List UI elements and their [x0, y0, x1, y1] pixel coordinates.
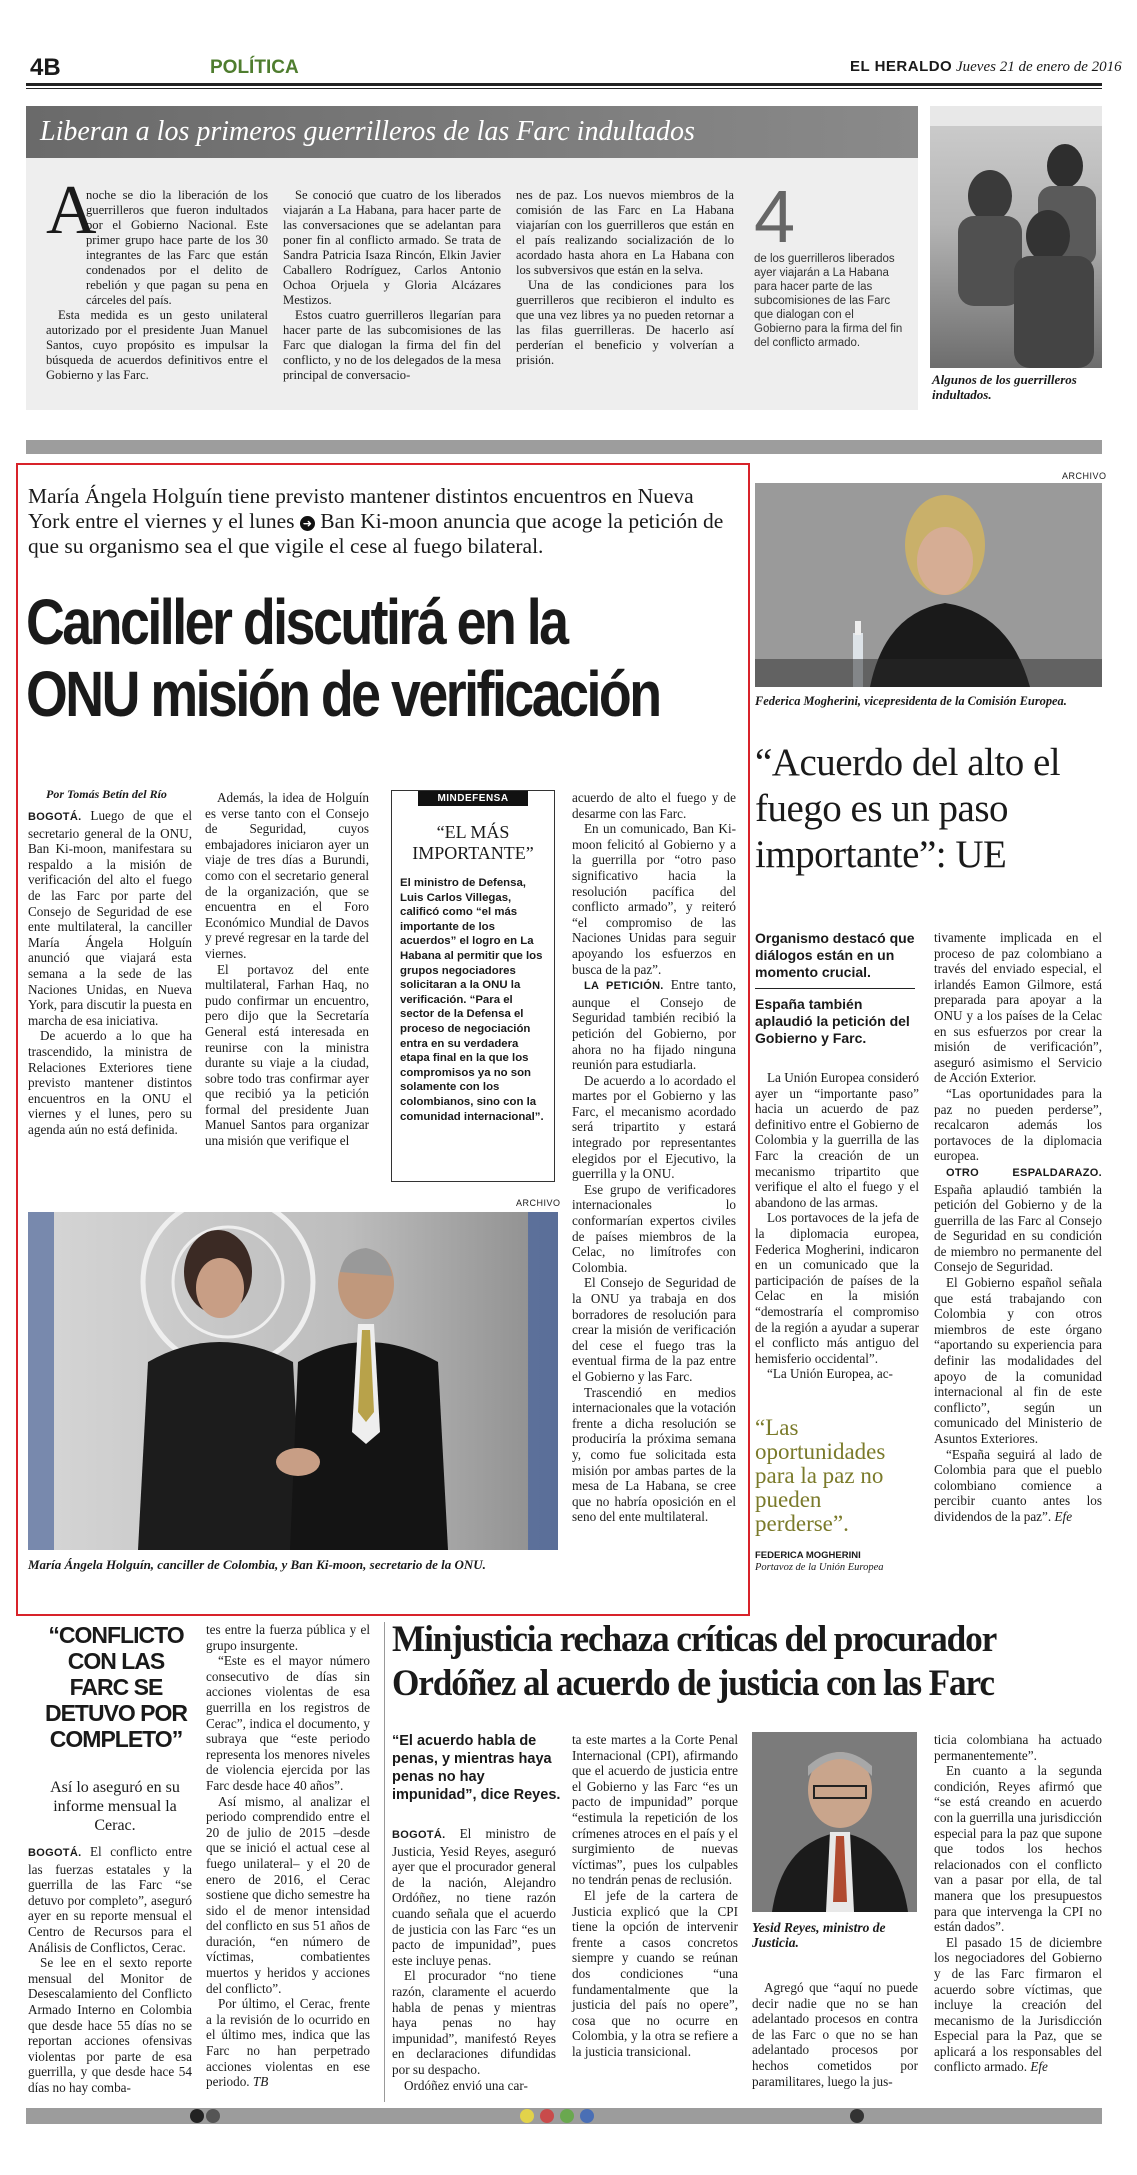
- masthead: [850, 58, 1122, 76]
- story2-dateline: BOGOTÁ.: [28, 811, 82, 823]
- story2-col1-p1: [28, 808, 192, 1028]
- registration-dot-blue: [580, 2109, 594, 2123]
- story2-headline: [26, 586, 660, 730]
- story5-col1-p1: [392, 1826, 556, 1968]
- story3-col1-p1: La Unión Europea consideró ayer un “importante paso” hacia un acuerdo de paz definitivo entre el Gobierno de Colombia y la guerrilla de las Farc la creación de un mecanismo tripartito que verifique el alto el fuego y el abandono de las armas.: [755, 1070, 919, 1210]
- registration-dot-red: [540, 2109, 554, 2123]
- holguin-banki-moon-photo-illustration: [28, 1212, 558, 1550]
- mindefensa-sidebar: [391, 790, 555, 1182]
- story5-col4: [934, 1732, 1102, 2075]
- story2-photo-credit: ARCHIVO: [516, 1198, 561, 1208]
- story3-photo: [755, 483, 1102, 687]
- registration-marks: [190, 2109, 890, 2123]
- story5-photo: [752, 1732, 917, 1912]
- story4-dateline: BOGOTÁ.: [28, 1847, 82, 1859]
- header-rule: [26, 83, 1102, 86]
- story5-col3-p1: Agregó que “aquí no puede decir nadie que no se han adelantado procesos en contra de las Farc o que no se han adelantado procesos por hechos cometidos por paramilitares, luego la jus-: [752, 1980, 918, 2089]
- story5-col1-p2: El procurador “no tiene razón, claramente el acuerdo habla de penas y mientras haya penas no hay impunidad”, manifestó Reyes en declaraciones difundidas por su despacho.: [392, 1968, 556, 2077]
- story3-agency: Efe: [1054, 1508, 1073, 1524]
- story4-col1-p2: Se lee en el sexto reporte mensual del Monitor de Desescalamiento del Conflicto Armado Interno en Colombia que desde hace 55 días no se reportan acciones ofensivas violentas por parte de esa guerrilla, y que desde hace 54 días no hay comba-: [28, 1955, 192, 2095]
- story1-photo-caption: Algunos de los guerrilleros indultados.: [932, 372, 1077, 402]
- sidebar-text: El ministro de Defensa, Luis Carlos Villegas, calificó como “el más importante de los acuerdos” el logro en La Habana al permitir que los grupos negociadores solicitaran a la ONU la verificación. “Para el sector de la Defensa el proceso de negociación entra en su verdadera etapa final en la que los compromisos ya no son solamente con los colombianos, sino con la comunidad internacional”.: [400, 877, 544, 1123]
- newspaper-name: EL HERALDO: [850, 58, 953, 75]
- registration-dot-black: [190, 2109, 204, 2123]
- story3-col1-p2: Los portavoces de la jefa de la diplomacia europea, Federica Mogherini, indicaron en un comunicado que la participación de países de la Celac en la misión “demostraría el compromiso de la región a ayudar a superar el conflicto más antiguo del hemisferio occidental”.: [755, 1210, 919, 1366]
- story3-col2: [934, 930, 1102, 1525]
- story1-col3-p1: nes de paz. Los nuevos miembros de la comisión de las Farc en La Habana viajarían con los guerrilleros que están en el país realizando socialización de lo acordado hasta ahora en La Habana con los subversivos que están en la selva.: [516, 188, 734, 277]
- story3-col2-p4: El Gobierno español señala que está trabajando con Colombia y con otros miembros de este órgano “aportando su experiencia para definir las modalidades del apoyo de la comunidad internacional al fin de este conflicto”, según un comunicado del Ministerio de Asuntos Exteriores.: [934, 1275, 1102, 1446]
- registration-dot-yellow: [520, 2109, 534, 2123]
- story4-col2: [206, 1622, 370, 2090]
- story3-subhead: OTRO ESPALDARAZO.: [946, 1166, 1102, 1179]
- story4-col2-p1: tes entre la fuerza pública y el grupo insurgente.: [206, 1622, 370, 1653]
- story4-quote: “CONFLICTO CON LAS FARC SE DETUVO POR COMPLETO”: [44, 1622, 188, 1752]
- arrow-circle-icon: ➜: [300, 516, 315, 531]
- story5-deck: “El acuerdo habla de penas, y mientras haya penas no hay impunidad”, dice Reyes.: [392, 1733, 561, 1803]
- story1-dropcap: A: [46, 172, 97, 249]
- story5-col4-p3: [934, 1935, 1102, 2075]
- story2-col1: [28, 808, 192, 1137]
- story4-col2-p3: Así mismo, al analizar el periodo comprendido entre el 20 de julio de 2015 –desde que se inició el actual cese al fuego unilateral– y el 20 de enero de 2016, el Cerac sostiene que dicho semestre ha sido el de menor intensidad del conflicto en sus 51 años de duración, “en número de víctimas, combatientes muertos y heridos y acciones del conflicto”.: [206, 1793, 370, 1996]
- story1-col3-p2: Una de las condiciones para los guerrilleros que recibieron el indulto es que una vez libres ya no pueden retornar a las filas guerrilleras. De hacerlo así perderían el beneficio y volverían a prisión.: [516, 278, 734, 367]
- story3-col2-p1: tivamente implicada en el proceso de paz colombiano a través del enviado especial, el irlandés Eamon Gilmore, está preparada para apoyar a la ONU y a los países de la Celac en sus esfuerzos por crear la misión de verificación”, aseguró asimismo el Servicio de Acción Exterior.: [934, 930, 1102, 1086]
- story2-photo-caption: María Ángela Holguín, canciller de Colombia, y Ban Ki-moon, secretario de la ONU.: [28, 1557, 486, 1572]
- story2-col4-p6: El Consejo de Seguridad de la ONU ya trabaja en dos borradores de resolución para crear la misión de verificación del cese el fuego tras la eventual firma de la paz entre el Gobierno y las Farc.: [572, 1275, 736, 1384]
- story3-deck-1: Organismo destacó que diálogos están en un momento crucial.: [755, 930, 915, 980]
- story3-col2-p3-text: España aplaudió también la petición del Gobierno y de la guerrilla de las Farc al Consejo de Seguridad en su condición de miembro no permanente del Consejo de Seguridad.: [934, 1181, 1102, 1275]
- story1-col2-p1: Se conoció que cuatro de los liberados viajarán a La Habana, para hacer parte de las conversaciones que se adelantan para poner fin al conflicto armado. Se trata de Sandra Patricia Isaza Rincón, Elkin Javier Caballero Rodríguez, Carlos Antonio Ochoa Orjuela y Gloria Alcázares Mestizos.: [283, 188, 501, 307]
- story5-col1-p1-text: El ministro de Justicia, Yesid Reyes, aseguró ayer que el procurador general de la nación, Alejandro Ordóñez, no tiene razón cuando señala que el acuerdo de justicia con las Farc “es un pacto de impunidad”, pues este incluye penas.: [392, 1826, 556, 1968]
- story2-col4-p4: De acuerdo a lo acordado el martes por el Gobierno y las Farc, el mecanismo acordado será tripartito y estará integrado por representantes elegidos por el Ejecutivo, la guerrilla y la ONU.: [572, 1072, 736, 1182]
- story3-headline: “Acuerdo del alto el fuego es un paso importante”: UE: [755, 741, 1061, 876]
- story1-col1-p2: Esta medida es un gesto unilateral autorizado por el presidente Juan Manuel Santos, cuyo propósito es impulsar la búsqueda de acuerdos definitivos entre el Gobierno y las Farc.: [46, 308, 268, 382]
- story5-headline: Minjusticia rechaza críticas del procurador Ordóñez al acuerdo de justicia con las Farc: [392, 1619, 996, 1704]
- story4-col2-p4-text: Por último, el Cerac, frente a la revisión de lo ocurrido en el último mes, indica que las Farc no han perpetrado acciones violentas en ese periodo.: [206, 1996, 370, 2090]
- story5-col1-p3: Ordóñez envió una car-: [404, 2077, 528, 2093]
- section-name: POLÍTICA: [210, 57, 299, 78]
- story1-col3: [516, 188, 734, 368]
- story2-col1-p1-text: Luego de que el secretario general de la ONU, Ban Ki-moon, manifestara su respaldo a la misión de verificación del alto el fuego de las Farc por parte del Consejo de Seguridad de ese ente multilateral, la canciller María Ángela Holguín anunció que viajará esta semana a la sede de las Naciones Unidas, en Nueva York, para discutir la puesta en marcha de esa iniciativa.: [28, 808, 192, 1028]
- story2-deck: [28, 484, 740, 559]
- story3-col1-p3: “La Unión Europea, ac-: [767, 1366, 893, 1382]
- story2-col4: [572, 790, 736, 1525]
- story3-col2-p2: “Las oportunidades para la paz no pueden perderse”, recalcaron además los portavoces de la diplomacia europea.: [934, 1085, 1102, 1164]
- story3-deck-2: España también aplaudió la petición del Gobierno y Farc.: [755, 996, 910, 1046]
- story2-col2-p2: El portavoz del ente multilateral, Farhan Haq, no pudo confirmar un encuentro, pero dijo que la Secretaría General está interesada en reunirse con la ministra durante su viaje a la ciudad, sobre todo tras confirmar ayer que recibió ya la petición formal del presidente Juan Manuel Santos para organizar una misión que verifique el: [205, 961, 369, 1149]
- story5-col2-p1: ta este martes a la Corte Penal Internacional (CPI), afirmando que el acuerdo de justicia entre el Gobierno y las Farc “es un pacto de impunidad” porque “estimula la repetición de los crímenes atroces en el país y el surgimiento de nuevas víctimas”, pues los culpables no tendrán penas de reclusión.: [572, 1732, 738, 1888]
- story2-col4-p5: Ese grupo de verificadores internacionales lo conformarían expertos civiles de países miembros de la Celac, no limítrofes con Colombia.: [572, 1181, 736, 1275]
- story4-col2-p4: [206, 1996, 370, 2090]
- story1-headline-bar: [26, 106, 918, 158]
- story4-col2-p2: “Este es el mayor número consecutivo de días sin acciones violentas de esa guerrilla en los registros de Cerac”, indica el documento, y subraya que “este periodo representa los menores niveles de violencia ejercida por las Farc desde hace 40 años”.: [206, 1653, 370, 1793]
- story2-col4-p7: Trascendió en medios internacionales que la votación frente a dicha resolución se produciría la próxima semana y, como fue solicitada esta misión por ambas partes de la mesa de La Habana, se cree que no habría oposición en el seno del ente multilateral.: [572, 1384, 736, 1525]
- story2-col2: [205, 790, 369, 1149]
- story3-pull-quote: “Las oportunidades para la paz no pueden perderse”.: [755, 1415, 886, 1536]
- story2-col4-p1: acuerdo de alto el fuego y de desarme con las Farc.: [572, 790, 736, 821]
- story2-subhead: LA PETICIÓN.: [584, 980, 664, 993]
- story2-photo: [28, 1212, 558, 1550]
- story5-col3: [752, 1980, 918, 2089]
- story4-col1-p1: [28, 1844, 192, 1955]
- story2-col4-p2: En un comunicado, Ban Ki-moon felicitó al Gobierno y a la guerrilla por “otro paso significativo hacia la resolución pacífica del conflicto armado”, y reiteró “el compromiso de las Naciones Unidas para seguir apoyando los esfuerzos en busca de la paz”.: [572, 821, 736, 977]
- story5-col2-p2: El jefe de la cartera de Justicia explicó que la CPI tiene la opción de intervenir frente a casos concretos siempre y cuando se reúnan dos condiciones “una fundamentalmente que la justicia del país no opere”, cosa que no ocurre en Colombia, y la otra se refiere a la justicia transicional.: [572, 1887, 738, 2059]
- story4-deck: Así lo aseguró en su informe mensual la Cerac.: [50, 1779, 180, 1834]
- story1-photo: [930, 106, 1102, 368]
- story5-col2: [572, 1732, 738, 2059]
- sidebar-label: MINDEFENSA: [418, 791, 528, 806]
- story2-col2-p1: Además, la idea de Holguín es verse tanto con el Consejo de Seguridad, cuyos embajadores iniciaron ayer un viaje de tres días a Burundi, como con el secretario general de la organización, que se encuentra en el Foro Económico Mundial de Davos y prevé regresar en la tarde del viernes.: [205, 790, 369, 961]
- story3-photo-credit: ARCHIVO: [1062, 471, 1107, 481]
- story3-photo-caption: Federica Mogherini, vicepresidenta de la Comisión Europea.: [755, 694, 1067, 708]
- story1-stat-text: de los guerrilleros liberados ayer viajarán a La Habana para hacer parte de las subcomisiones de las Farc que dialogan con el Gobierno para la firma del fin del conflicto armado.: [754, 253, 903, 349]
- story1-col2: [283, 188, 501, 383]
- story4-divider: [384, 1622, 385, 2102]
- sidebar-quote: “EL MÁS IMPORTANTE”: [412, 822, 534, 863]
- story5-agency: Efe: [1030, 2059, 1048, 2075]
- story4-col1-p1-text: El conflicto entre las fuerzas estatales y la guerrilla de las Farc “se detuvo por completo”, aseguró ayer en su reporte mensual el Centro de Recursos para el Análisis de Conflictos, Cerac.: [28, 1844, 193, 1955]
- registration-dot-dark: [850, 2109, 864, 2123]
- story2-byline: Por Tomás Betín del Río: [46, 787, 167, 801]
- story5-dateline: BOGOTÁ.: [392, 1829, 446, 1841]
- issue-date: Jueves 21 de enero de 2016: [955, 59, 1122, 75]
- story5-photo-caption: Yesid Reyes, ministro de Justicia.: [752, 1920, 886, 1950]
- story2-deck-2: Ban Ki-moon anuncia que acoge la petición de que su organismo sea el que vigile el cese al fuego bilateral.: [28, 509, 724, 558]
- story2-col4-p3-text: Entre tanto, aunque el Consejo de Seguridad también recibió la petición del Gobierno, por ahora no ha fijado ninguna reunión para estudiarla.: [572, 977, 736, 1073]
- story5-col4-p3-text: El pasado 15 de diciembre los negociadores del Gobierno y de las Farc firmaron el acuerdo sobre víctimas, que incluye la creación del mecanismo de la Jurisdicción Especial para la Paz, que se aplicará a los responsables del conflicto armado.: [934, 1934, 1102, 2075]
- story3-col2-p5: [934, 1447, 1102, 1525]
- story3-col1: [755, 1070, 919, 1382]
- story3-col2-p5-text: “España seguirá al lado de Colombia para que el pueblo colombiano comience a percibir cuanto antes los dividendos de la paz”.: [934, 1446, 1102, 1524]
- story1-headline: Liberan a los primeros guerrilleros de las Farc indultados: [40, 116, 695, 147]
- story1-col2-p2: Estos cuatro guerrilleros llegarían para hacer parte de las subcomisiones de las Farc que dialogan la firma del fin del conflicto, y no de los delegados de la mesa principal de conversacio-: [283, 308, 501, 382]
- story2-headline-line1: Canciller discutirá en la: [26, 586, 567, 658]
- story2-headline-line2: ONU misión de verificación: [26, 658, 660, 730]
- story3-col2-p3: [934, 1164, 1102, 1275]
- story1-col1: [46, 188, 268, 383]
- story5-col4-p1: ticia colombiana ha actuado permanentemente”.: [934, 1732, 1102, 1763]
- page-number: 4B: [30, 54, 61, 81]
- story4-col1: [28, 1844, 192, 2096]
- registration-dot-gray: [206, 2109, 220, 2123]
- guerrillas-photo-illustration: [930, 106, 1102, 368]
- story2-col4-p3: [572, 977, 736, 1073]
- yesid-reyes-photo-illustration: [752, 1732, 917, 1912]
- story1-col1-p1: noche se dio la liberación de los guerrilleros que fueron indultados por el Gobierno Nacional. Este primer grupo hace parte de los 30 integrantes de las Farc que están condenados por el delito de rebelión y que pagan su pena en cárceles del país.: [86, 188, 268, 307]
- story4-signature: TB: [252, 2074, 269, 2090]
- story1-stat-number: 4: [754, 175, 796, 258]
- story2-col1-p2: De acuerdo a lo que ha trascendido, la ministra de Relaciones Exteriores tiene previsto mantener distintos encuentros en la ONU el viernes y el lunes, pero su agenda aún no está definida.: [28, 1028, 192, 1137]
- story3-pull-name: FEDERICA MOGHERINI: [755, 1550, 861, 1561]
- registration-dot-green: [560, 2109, 574, 2123]
- mogherini-photo-illustration: [755, 483, 1102, 687]
- story3-deck-rule: [755, 988, 915, 989]
- story2-deck-1: María Ángela Holguín tiene previsto mantener distintos encuentros en Nueva York entre el viernes y el lunes: [28, 484, 694, 533]
- header-rule-thin: [26, 88, 1102, 89]
- story5-col1: [392, 1826, 556, 2093]
- story3-pull-role: Portavoz de la Unión Europea: [755, 1562, 884, 1573]
- section-divider-band: [26, 440, 1102, 454]
- story5-col4-p2: En cuanto a la segunda condición, Reyes afirmó que “se está creando en acuerdo con la guerrilla una jurisdicción especial para la paz que supone que todos los hechos relacionados con el conflicto van a pasar por ella, de tal manera que los presupuestos para que intervenga la CPI no están dados”.: [934, 1763, 1102, 1935]
